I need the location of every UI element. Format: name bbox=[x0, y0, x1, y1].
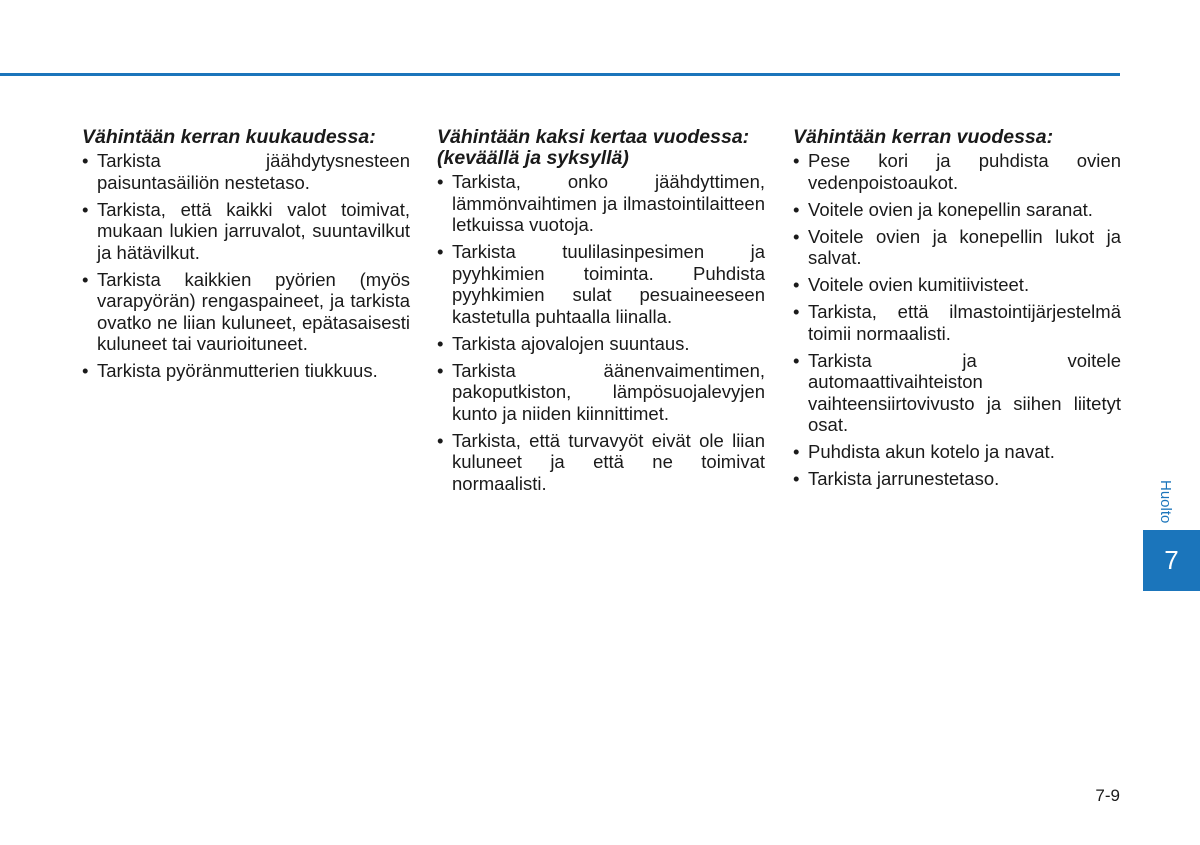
list-item: • Tarkista, että ilmastointijärjestelmä toimii normaalisti. bbox=[793, 301, 1121, 344]
list-item: • Tarkista äänenvaimentimen, pakoputkiston, lämpösuojalevyjen kunto ja niiden kiinnittimet. bbox=[437, 360, 765, 425]
list-item: • Pese kori ja puhdista ovien vedenpoistoaukot. bbox=[793, 150, 1121, 193]
list-item: • Voitele ovien ja konepellin lukot ja salvat. bbox=[793, 226, 1121, 269]
list-item: • Tarkista kaikkien pyörien (myös varapyörän) rengaspaineet, ja tarkista ovatko ne liian kuluneet, epätasaisesti kuluneet tai vaurioituneet. bbox=[82, 269, 410, 355]
list-item: • Tarkista ajovalojen suuntaus. bbox=[437, 333, 765, 355]
page-number: 7-9 bbox=[1095, 786, 1120, 805]
list-item: • Tarkista pyöränmutterien tiukkuus. bbox=[82, 360, 410, 382]
list-item: • Tarkista ja voitele automaattivaihteiston vaihteensiirtovivusto ja siihen liitetyt osat. bbox=[793, 350, 1121, 436]
list-item: • Tarkista tuulilasinpesimen ja pyyhkimien toiminta. Puhdista pyyhkimien sulat pesuaineeseen kastetulla puhtaalla liinalla. bbox=[437, 241, 765, 327]
list-item: • Tarkista jäähdytysnesteen paisuntasäiliön nestetaso. bbox=[82, 150, 410, 193]
monthly-checks-list bbox=[82, 150, 410, 382]
biannual-checks-list bbox=[437, 171, 765, 494]
biannual-checks-column bbox=[437, 127, 765, 500]
header-rule bbox=[0, 73, 1120, 76]
list-item: • Tarkista, että turvavyöt eivät ole liian kuluneet ja että ne toimivat normaalisti. bbox=[437, 430, 765, 495]
annual-checks-list bbox=[793, 150, 1121, 490]
list-item: • Voitele ovien ja konepellin saranat. bbox=[793, 199, 1121, 221]
annual-checks-column bbox=[793, 127, 1121, 495]
chapter-number-tab: 7 bbox=[1143, 530, 1200, 591]
list-item: • Tarkista, että kaikki valot toimivat, mukaan lukien jarruvalot, suuntavilkut ja hätävilkut. bbox=[82, 199, 410, 264]
biannual-checks-heading: Vähintään kaksi kertaa vuodessa: (keväällä ja syksyllä) bbox=[437, 126, 750, 169]
list-item: • Puhdista akun kotelo ja navat. bbox=[793, 441, 1121, 463]
monthly-checks-column bbox=[82, 127, 410, 387]
list-item: • Tarkista, onko jäähdyttimen, lämmönvaihtimen ja ilmastointilaitteen letkuissa vuotoja. bbox=[437, 171, 765, 236]
annual-checks-heading: Vähintään kerran vuodessa: bbox=[793, 126, 1054, 148]
monthly-checks-heading: Vähintään kerran kuukaudessa: bbox=[82, 126, 376, 148]
list-item: • Tarkista jarrunestetaso. bbox=[793, 468, 1121, 490]
chapter-label: Huolto bbox=[1157, 480, 1174, 524]
list-item: • Voitele ovien kumitiivisteet. bbox=[793, 274, 1121, 296]
